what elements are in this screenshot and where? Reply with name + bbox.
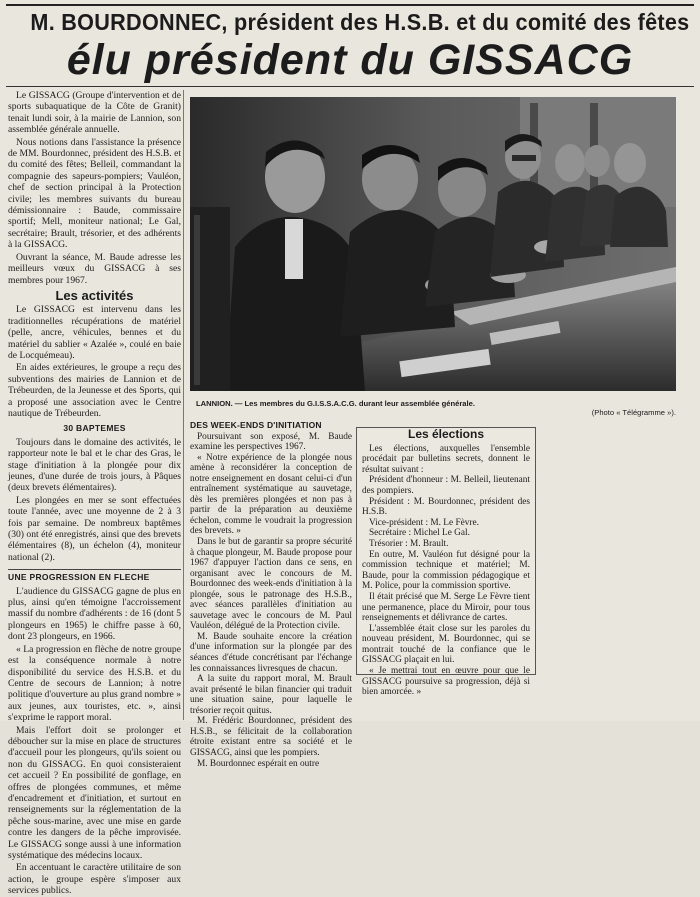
paragraph: M. Frédéric Bourdonnec, président des H.S.B., se félicitait de la collaboration étroite existant entre sa société et le GISSACG, ainsi que les pompiers. bbox=[190, 716, 352, 758]
left-column bbox=[8, 90, 181, 897]
headline-rule bbox=[6, 86, 694, 87]
paragraph: Poursuivant son exposé, M. Baude examine les perspectives 1967. bbox=[190, 431, 352, 453]
headline-title: élu président du GISSACG bbox=[66, 36, 634, 84]
photo-credit: (Photo « Télégramme »). bbox=[591, 408, 676, 417]
paragraph: Président : M. Bourdonnec, président des H.S.B. bbox=[362, 496, 530, 518]
photo-caption bbox=[196, 399, 676, 417]
section-subheading: UNE PROGRESSION EN FLECHE bbox=[8, 569, 181, 583]
paragraph: Il était précisé que M. Serge Le Fèvre tient une permanence, place du Miroir, pour tous renseignements et délivrance de cartes. bbox=[362, 591, 530, 624]
paragraph: En accentuant le caractère utilitaire de son action, le groupe espère s'imposer aux services publics. bbox=[8, 862, 181, 897]
paragraph: Le GISSACG (Groupe d'intervention et de sports subaquatique de la Côte de Granit) tenait lundi soir, à la mairie de Lannion, son assemblée générale annuelle. bbox=[8, 90, 181, 136]
paragraph: « Je mettrai tout en œuvre pour que le GISSACG poursuive sa progression, déjà si bien amorcée. » bbox=[362, 666, 530, 698]
paragraph: Les plongées en mer se sont effectuées toute l'année, avec une moyenne de 2 à 3 fois par semaine. De nombreux baptêmes (30) ont été enregistrés, ainsi que des brevets élémentaires (8), un échelon (4), moniteur national (2). bbox=[8, 494, 181, 563]
paragraph: Président d'honneur : M. Belleil, lieutenant des pompiers. bbox=[362, 475, 530, 496]
middle-column bbox=[190, 420, 352, 769]
paragraph: Mais l'effort doit se prolonger et déboucher sur la mise en place de structures d'accueil pour les plongeurs, qu'ils soient ou non du GISSACG. En quoi consisteraient cet accueil ? En possibilité de gonflage, en offres de plongées communes, et même d'encadrement et d'initiation, et surtout en renseignements sur la réglementation de la pêche sous-marine, avec une mise en garde contre les dangers de la pêche improvisée. Le GISSACG songe aussi à une information systématique des médecins locaux. bbox=[8, 724, 181, 861]
paragraph: Le GISSACG est intervenu dans les traditionnelles récupérations de matériel (pelle, ancre, véhicules, bennes et du matériel du sablier « Azalée », coulé en baie de Locquémeau). bbox=[8, 304, 181, 361]
caption-text: LANNION. — Les membres du G.I.S.S.A.C.G. durant leur assemblée générale. bbox=[196, 399, 475, 408]
top-rule bbox=[6, 4, 694, 6]
headline-kicker: M. BOURDONNEC, président des H.S.B. et du comité des fêtes bbox=[30, 9, 690, 35]
paragraph: L'audience du GISSACG gagne de plus en plus, ainsi qu'en témoigne l'accroissement massif du nombre d'adhérents : de 16 (dont 5 plongeurs en 1965) le chiffre passe à 60, dont 23 plongeurs, en 1966. bbox=[8, 585, 181, 643]
paragraph: Vice-président : M. Le Fèvre. bbox=[369, 517, 479, 528]
paragraph: Ouvrant la séance, M. Baude adresse les meilleurs vœux du GISSACG à ses membres pour 1967. bbox=[8, 251, 181, 286]
paragraph: L'assemblée était close sur les paroles du nouveau président, M. Bourdonnec, qui se montrait touché de la confiance que le GISSACG plaçait en lui. bbox=[362, 623, 530, 666]
section-heading: Les élections bbox=[407, 427, 485, 441]
elections-column bbox=[362, 427, 530, 698]
paragraph: Secrétaire : Michel Le Gal. bbox=[369, 528, 470, 539]
paragraph: Les élections, auxquelles l'ensemble procédait par bulletins secrets, donnent le résultat suivant : bbox=[362, 443, 530, 475]
paragraph: « La progression en flèche de notre groupe est la conséquence normale à notre disponibilité du service des H.S.B. et du Centre de secours de Lannion; à notre politique d'ouverture au plus grand nombre » aux jeunes, aux touristes, etc. », ainsi s'exprime le rapport moral. bbox=[8, 643, 181, 724]
paragraph: « Notre expérience de la plongée nous amène à reconsidérer la conception de notre enseignement en dosant celui-ci d'un entraînement systématique au sauvetage, dès les premières plongées et non pas à partir de la préparation au deuxième échelon, comme le voudrait la progression des brevets. » bbox=[190, 452, 352, 537]
paragraph: Nous notions dans l'assistance la présence de MM. Bourdonnec, président des H.S.B. et du comité des fêtes; Belleil, commandant la compagnie des sapeurs-pompiers; Vauléon, chef de section principal à la Protection civile; les membres suivants du bureau démissionnaire : Baude, commissaire sportif; Mell, moniteur national; Le Gal, secrétaire; Brault, trésorier, et des adhérents à la GISSACG. bbox=[8, 136, 181, 251]
meeting-photo bbox=[190, 97, 676, 391]
paragraph: Toujours dans le domaine des activités, le rapporteur note le bal et le char des Gras, le stage d'initiation à la plongée pour dix jeunes, d'une durée de trois jours, à Pâques (deux brevets élémentaires). bbox=[8, 436, 181, 494]
section-subheading: 30 BAPTEMES bbox=[63, 423, 126, 434]
paragraph: M. Bourdonnec espérait en outre bbox=[197, 758, 320, 769]
paragraph: M. Baude souhaite encore la création d'une information sur la plongée par des séances d'étude concrétisant par l'échange les connaissances livresques de chacun. bbox=[190, 631, 352, 674]
paragraph: En outre, M. Vauléon fut désigné pour la commission technique et matériel; M. Baude, pour la commission pédagogique et M. Police, pour la commission sportive. bbox=[362, 549, 530, 592]
paragraph: Trésorier : M. Brault. bbox=[369, 538, 449, 549]
meeting-photo-image bbox=[190, 97, 676, 391]
paragraph: Dans le but de garantir sa propre sécurité à chaque plongeur, M. Baude propose pour 1967 d'appuyer l'action dans ce sens, en organisant avec le concours de M. Bourdonnec des week-ends d'initiation à la plongée, sous le patronage des H.S.B., avec séances parallèles d'initiation au sauvetage avec le concours de M. Paul Vauléon, délégué de la Protection civile. bbox=[190, 537, 352, 632]
column-rule bbox=[183, 90, 184, 720]
section-heading: Les activités bbox=[55, 287, 134, 303]
paragraph: A la suite du rapport moral, M. Brault avait présenté le bilan financier qui traduit une situation saine, pour laquelle le trésorier reçoit quitus. bbox=[190, 674, 352, 716]
section-subheading: DES WEEK-ENDS D'INITIATION bbox=[190, 420, 322, 430]
paragraph: En aides extérieures, le groupe a reçu des subventions des mairies de Lannion et de Trébeurden, de la Jeunesse et des Sports, qui a proposé une association avec le Centre nautique de Trébeurden. bbox=[8, 362, 181, 419]
